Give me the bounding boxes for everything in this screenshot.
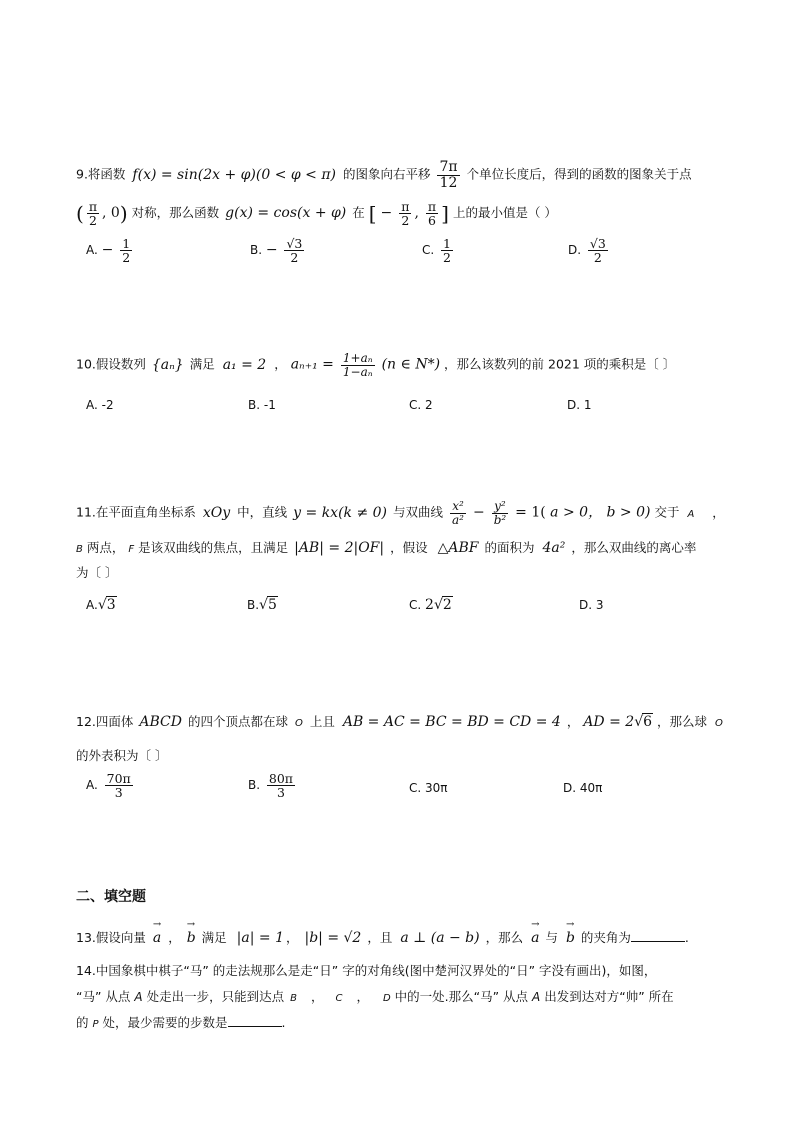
- q9-interval-a: [399, 200, 411, 227]
- q9-g-function: g(x) = cos(x + φ): [225, 205, 347, 222]
- q12-option-c: C. 30π: [409, 781, 448, 795]
- q10-rec-num: 1+aₙ: [342, 351, 373, 365]
- q13-vec-a: → a: [153, 930, 161, 946]
- q12-ad: AD = 2: [583, 714, 635, 730]
- q11-minus: −: [472, 504, 485, 521]
- q11-hx: [450, 500, 466, 526]
- q12-comma: ，: [566, 714, 580, 729]
- q10-line-1: [76, 352, 675, 378]
- q9-option-b-label: B.: [250, 243, 263, 258]
- q9-point-rest: , 0: [102, 205, 120, 222]
- q9-b-num: √3: [286, 236, 303, 251]
- q13-and: ，且: [367, 930, 393, 945]
- q11-option-b: B.√5: [247, 597, 277, 613]
- q9-int-b-num: π: [427, 199, 437, 214]
- q13-comma: ，: [168, 930, 181, 945]
- q11-hx-num: x²: [452, 499, 464, 513]
- section-heading-fill-in: 二、填空题: [76, 889, 146, 905]
- q12-b-den: 3: [276, 785, 285, 801]
- q11-point-a: A: [687, 508, 695, 520]
- q12-lead: 12.四面体: [76, 714, 134, 729]
- q10-tail: ，那么该数列的前 2021 项的乘积是〔 〕: [444, 356, 676, 372]
- q13-sat: 满足: [201, 930, 227, 945]
- q14-l2-b: 处走出一步，只能到达点: [146, 989, 285, 1004]
- q9-function: f(x) = sin(2x + φ)(0 < φ < π): [132, 166, 336, 183]
- q9-point-fraction: [87, 200, 99, 227]
- q11-hy: [492, 500, 509, 526]
- q11-l2-cond: |AB| = 2|OF|: [294, 540, 385, 556]
- q12-option-a: [86, 772, 136, 799]
- q13-abs-b: |b| = √2: [304, 930, 362, 946]
- q11-hy-num: y²: [494, 499, 506, 513]
- q9-int-a-num: π: [401, 199, 410, 214]
- q9-d-den: 2: [593, 250, 602, 266]
- q10-option-b: B. -1: [248, 398, 276, 412]
- q14-point-a: A: [134, 990, 143, 1004]
- q12-eq: AB = AC = BC = BD = CD = 4: [342, 714, 561, 730]
- q10-option-c: C. 2: [409, 398, 433, 412]
- q11-l3: 为〔 〕: [76, 565, 118, 580]
- q9-shift-den: 12: [439, 174, 458, 191]
- q13-abs-a: |a| = 1: [236, 930, 284, 946]
- q11-l2-tri: △ABF: [437, 540, 479, 556]
- q14-l2-d: 出发到达对方“帅” 所在: [544, 989, 674, 1004]
- q10-cond: (n ∈ N*): [381, 356, 441, 373]
- q14-l2-a: “马” 从点: [76, 989, 131, 1004]
- q12-line-1: 12.四面体 ABCD 的四个顶点都在球 O 上且 AB = AC = BC = BD = CD = 4 ， AD = 2√6 ，那么球 O: [76, 714, 723, 730]
- q9-point-close: ): [119, 201, 128, 226]
- q9-point-den: 2: [88, 213, 97, 229]
- q13-with: 与: [545, 930, 558, 945]
- q11-option-c-label: C.: [409, 598, 422, 612]
- q10-rec-left: aₙ₊₁ =: [290, 356, 334, 373]
- q9-int-a-den: 2: [401, 213, 410, 229]
- q14-l3-b: 处，最少需要的步数是: [102, 1015, 228, 1030]
- q14-point-p: P: [92, 1019, 99, 1030]
- q14-l3-a: 的: [76, 1015, 89, 1030]
- q9-int-b-den: 6: [428, 213, 436, 229]
- q14-point-d: D: [382, 993, 391, 1004]
- q12-a-num: 70π: [106, 771, 131, 786]
- q9-option-d-label: D.: [568, 243, 582, 258]
- q12-line-2: [76, 746, 167, 764]
- q14-point-b: B: [290, 993, 297, 1004]
- q11-hy-den: b²: [493, 512, 507, 527]
- q9-lead: 9.将函数: [76, 166, 126, 182]
- q14-end: .: [281, 1015, 286, 1030]
- q9-line-1: [76, 160, 692, 190]
- q11-l2-t4: 的面积为: [484, 540, 535, 555]
- q11-option-b-label: B.: [247, 598, 260, 612]
- q10-rec-frac: [341, 352, 375, 378]
- q12-option-d: D. 40π: [563, 781, 603, 795]
- q14-answer-blank[interactable]: [228, 1025, 282, 1027]
- q12-option-b-label: B.: [248, 778, 261, 793]
- q12-t1: 的四个顶点都在球: [187, 714, 288, 729]
- q13-perp: a ⊥ (a − b): [400, 930, 480, 946]
- q11-l2-t2: 是该双曲线的焦点，且满足: [138, 540, 289, 555]
- q14-l2-c: 中的一处.那么“马” 从点: [394, 989, 529, 1004]
- q11-line-eq: y = kx(k ≠ 0): [293, 504, 388, 521]
- q11-lead: 11.在平面直角坐标系: [76, 504, 196, 520]
- q12-point-o: O: [294, 718, 303, 729]
- q13-tail: 的夹角为: [580, 930, 631, 945]
- q9-option-a-label: A.: [86, 243, 98, 258]
- q9-option-b-frac: [284, 237, 304, 264]
- q13-line: 13.假设向量 → a ， → b 满足 |a| = 1 ， |b| = √2 ，且 a ⊥ (a − b) ，那么 → a 与 → b 的夹角为 .: [76, 928, 689, 946]
- q12-option-b: [248, 772, 298, 799]
- q11-hx-den: a²: [452, 512, 464, 527]
- q11-comma-end: ，: [712, 504, 725, 520]
- q9-b-den: 2: [290, 250, 299, 266]
- q12-t3: ，那么球: [657, 714, 708, 729]
- q10-option-d: D. 1: [567, 398, 592, 412]
- q10-a1: a₁ = 2: [222, 356, 267, 373]
- q14-point-a-2: A: [532, 990, 541, 1004]
- q13-then: ，那么: [485, 930, 524, 945]
- q11-xoy: xOy: [202, 504, 231, 521]
- q14-point-c: C: [335, 993, 343, 1004]
- q9-shift-num: 7π: [439, 159, 458, 175]
- q11-t3: 交于: [654, 504, 680, 520]
- q9-a-num: 1: [122, 236, 131, 251]
- q12-l2: 的外表积为〔 〕: [76, 748, 168, 763]
- q9-ask: 上的最小值是（ ）: [452, 205, 557, 221]
- q9-in: 在: [352, 205, 365, 221]
- q10-rec-den: 1−aₙ: [342, 364, 373, 379]
- q9-option-a: [86, 237, 135, 264]
- q9-option-d: [568, 237, 611, 264]
- q9-interval-comma: ,: [414, 205, 419, 222]
- q11-t1: 中，直线: [237, 504, 288, 520]
- q12-point-o2: O: [715, 718, 723, 729]
- q9-option-a-frac: [120, 237, 132, 264]
- q11-line-3: [76, 563, 117, 581]
- q9-option-c-label: C.: [422, 243, 435, 258]
- q9-point-open: (: [76, 201, 84, 226]
- q11-point-b: B: [76, 544, 83, 555]
- q9-sym-text: 对称，那么函数: [131, 205, 220, 221]
- q11-t2: 与双曲线: [393, 504, 444, 520]
- q11-eq: = 1(: [515, 504, 546, 521]
- q9-d-num: √3: [589, 236, 606, 251]
- q11-l2-t3: ，假设: [390, 540, 428, 555]
- q10-comma: ，: [274, 356, 287, 372]
- q11-point-f: F: [128, 544, 135, 555]
- q9-option-c-frac: [441, 237, 453, 264]
- q11-option-a-label: A.: [86, 598, 98, 612]
- q14-line-2: “马” 从点 A 处走出一步，只能到达点 B ， C ， D 中的一处.那么“马” 从点 A 出发到达对方“帅” 所在: [76, 989, 674, 1004]
- q9-interval-minus: −: [380, 205, 393, 222]
- q14-line-3: [76, 1013, 286, 1031]
- q11-option-c-coef: 2: [425, 597, 434, 613]
- q10-seq: {aₙ}: [151, 356, 184, 373]
- q9-interval-b: [426, 200, 438, 227]
- q13-vec-a-2: → a: [531, 930, 539, 946]
- q11-l2-t1: 两点，: [86, 540, 125, 555]
- q9-option-d-frac: [588, 237, 608, 264]
- q9-line-2: [76, 200, 557, 227]
- q9-option-c: [422, 237, 456, 264]
- q11-option-c-val: 2: [442, 597, 452, 613]
- q9-text-tail: 个单位长度后，得到的函数的图象关于点: [466, 166, 692, 182]
- q12-option-a-label: A.: [86, 778, 98, 793]
- q14-line-1: 14.中国象棋中棋子“马” 的走法规那么是走“日” 字的对角线(图中楚河汉界处的“日” 字没有画出)，如图，: [76, 963, 657, 978]
- q9-c-num: 1: [443, 236, 451, 251]
- q13-vec-b-2: → b: [566, 930, 575, 946]
- q11-option-b-val: 5: [267, 597, 277, 613]
- q9-interval-close: ]: [441, 201, 449, 226]
- q11-l2-t5: ，那么双曲线的离心率: [571, 540, 697, 555]
- q12-option-a-frac: [105, 772, 133, 799]
- q13-lead: 13.假设向量: [76, 930, 146, 945]
- q12-a-den: 3: [114, 785, 123, 801]
- q11-option-a: A.√3: [86, 597, 116, 613]
- q12-b-num: 80π: [268, 771, 293, 786]
- q10-lead: 10.假设数列: [76, 356, 146, 372]
- q13-answer-blank[interactable]: [631, 940, 685, 942]
- q9-option-b-sign: −: [265, 242, 278, 259]
- q11-line-2: [76, 538, 696, 556]
- q9-point-num: π: [88, 199, 98, 214]
- q11-option-a-val: 3: [106, 597, 116, 613]
- q9-shift-fraction: [437, 160, 459, 190]
- q11-option-d: D. 3: [579, 598, 604, 612]
- q9-interval-open: [: [368, 201, 377, 226]
- q10-sat: 满足: [189, 356, 215, 372]
- q10-option-a: A. -2: [86, 398, 114, 412]
- q12-ad-sqrt: 6: [643, 714, 653, 730]
- q9-option-b: [250, 237, 307, 264]
- q9-a-den: 2: [122, 250, 131, 266]
- q12-abcd: ABCD: [139, 714, 182, 730]
- q13-end: .: [684, 930, 689, 945]
- q12-t2: 上且: [309, 714, 335, 729]
- q11-cond: a > 0， b > 0): [545, 504, 651, 521]
- q11-line-1: [76, 500, 725, 526]
- q13-vec-b: → b: [187, 930, 196, 946]
- q9-c-den: 2: [443, 250, 451, 266]
- q9-text: 的图象向右平移: [342, 166, 431, 182]
- q11-option-c: C. 2√2: [409, 597, 452, 613]
- q9-option-a-sign: −: [101, 242, 114, 259]
- q11-l2-area: 4a²: [542, 540, 566, 556]
- q12-option-b-frac: [267, 772, 295, 799]
